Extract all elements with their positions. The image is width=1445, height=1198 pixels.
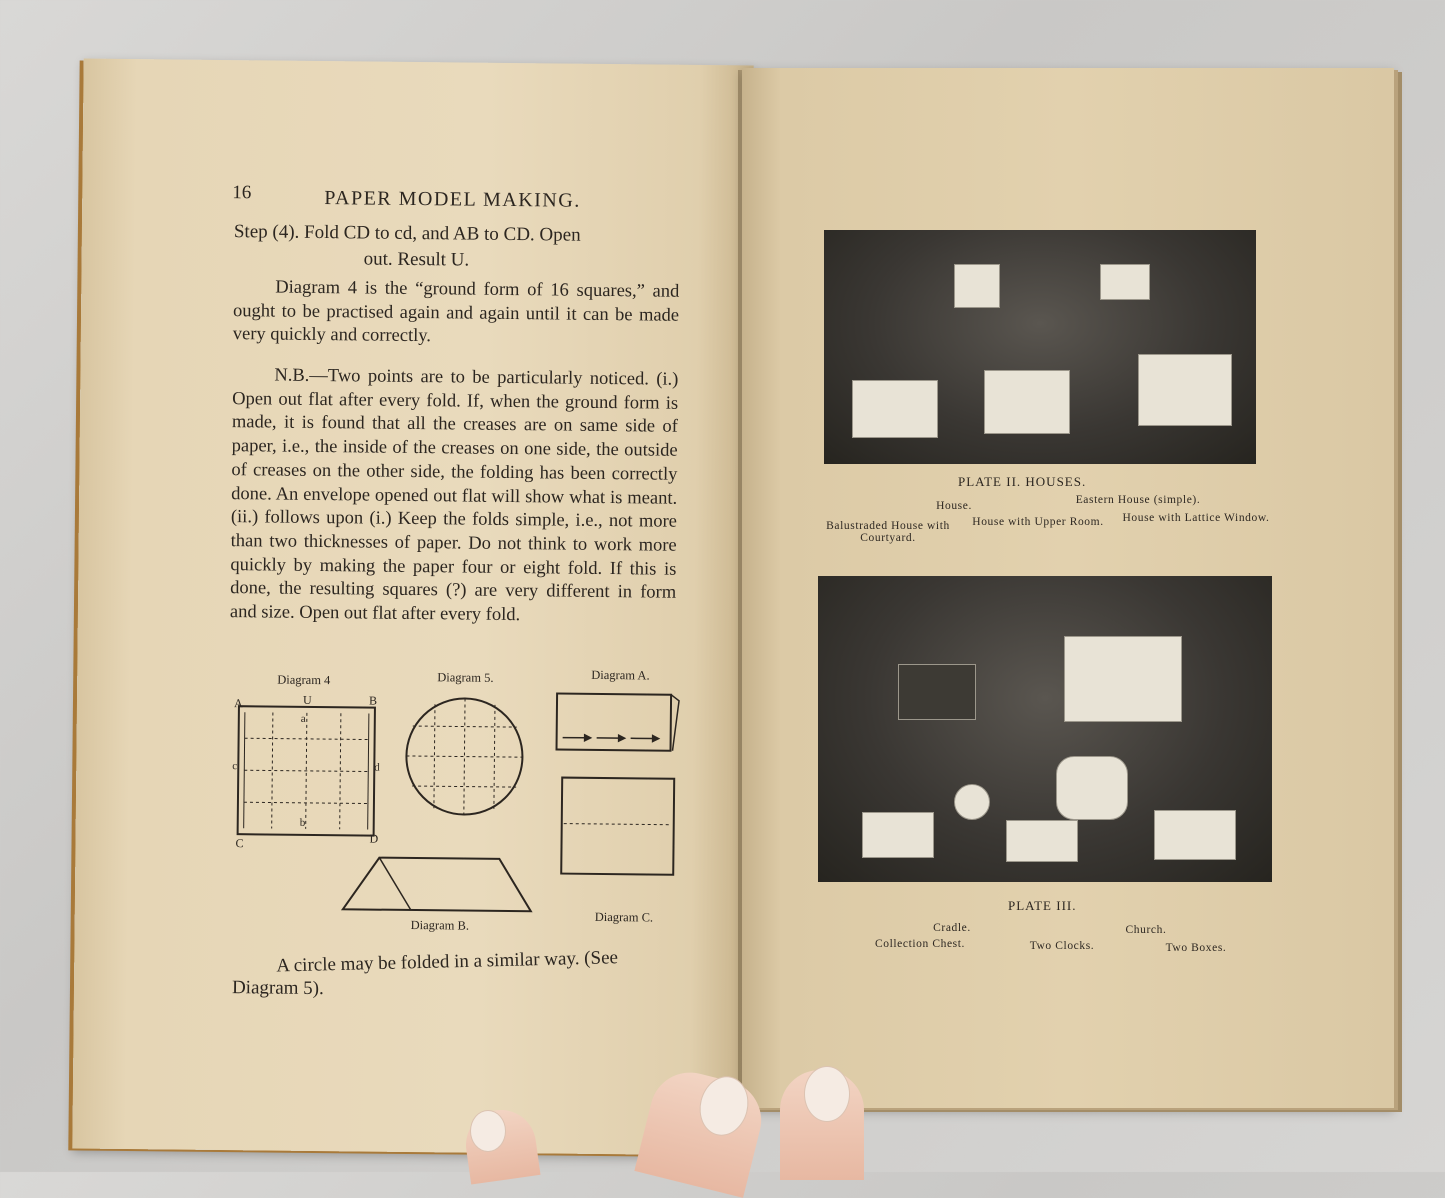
diagram-4-letter-d-upper: D — [369, 832, 378, 847]
diagram-4-letter-a: A — [234, 696, 243, 711]
diagram-5-circle — [402, 694, 527, 819]
running-head: PAPER MODEL MAKING. — [324, 187, 581, 213]
diagram-c-rect — [559, 774, 678, 879]
plate-2-caption-balustraded: Balustraded House with Courtyard. — [824, 520, 952, 544]
plate-2-photo — [824, 230, 1256, 464]
plate-3-caption-cradle: Cradle. — [912, 922, 992, 934]
plate-3-caption-two-boxes: Two Boxes. — [1146, 942, 1246, 954]
clock-round-model — [954, 784, 990, 820]
plate-2-caption-eastern-house: Eastern House (simple). — [1048, 494, 1228, 506]
diagram-4-letter-b: B — [369, 694, 377, 709]
diagram-4-label: Diagram 4 — [277, 673, 330, 689]
plate-3-caption-church: Church. — [1106, 924, 1186, 936]
fingernail-far-left — [470, 1110, 506, 1152]
upper-room-house-model — [984, 370, 1070, 434]
plate-2-caption-house: House. — [914, 500, 994, 512]
balustraded-house-model — [852, 380, 938, 438]
house-model — [954, 264, 1000, 308]
right-page — [742, 68, 1394, 1108]
collection-chest-model — [862, 812, 934, 858]
diagram-4-letter-d-lower: d — [374, 762, 380, 774]
closing-line-1: A circle may be folded in a similar way. (See — [276, 946, 618, 978]
diagram-b-trapezoid — [339, 851, 540, 917]
diagram-4-letter-a-lower: a — [301, 713, 306, 725]
plate-3-photo — [818, 576, 1272, 882]
box-model-1 — [1006, 820, 1078, 862]
church-model — [1064, 636, 1182, 722]
lattice-window-house-model — [1138, 354, 1232, 426]
left-page — [72, 59, 753, 1156]
plate-3-caption-two-clocks: Two Clocks. — [1012, 940, 1112, 952]
fingernail-right — [804, 1066, 850, 1122]
plate-3-caption-collection-chest: Collection Chest. — [850, 938, 990, 950]
diagram-b-label: Diagram B. — [411, 918, 469, 934]
diagram-4-letter-u: U — [303, 693, 312, 708]
diagram-4-letter-c-lower: c — [232, 760, 237, 772]
cradle-model — [898, 664, 976, 720]
plate-2-caption-upper-room: House with Upper Room. — [970, 516, 1106, 528]
diagram-4-grid — [227, 692, 389, 854]
diagram-c-label: Diagram C. — [595, 910, 653, 926]
diagram-4-letter-b-lower: b — [300, 817, 306, 829]
step-line-1: Step (4). Fold CD to cd, and AB to CD. Open — [234, 220, 680, 248]
clock-octagon-model — [1056, 756, 1128, 820]
eastern-house-model — [1100, 264, 1150, 300]
box-model-2 — [1154, 810, 1236, 860]
plate-3-title: PLATE III. — [1008, 898, 1077, 914]
diagram-a-label: Diagram A. — [591, 668, 649, 684]
closing-line-2: Diagram 5). — [232, 976, 324, 1001]
step-line-2: out. Result U. — [364, 247, 470, 272]
plate-2-caption-lattice-window: House with Lattice Window. — [1122, 512, 1270, 524]
paragraph-nb: N.B.—Two points are to be particularly noticed. (i.) Open out flat after every fold. If, when the ground form is made, it is found that all the creases are on same side of paper, i.e., the inside of the creases on one side, the outside of creases on the other side, the folding has been correctly done. An envelope opened out flat will show what is meant. (ii.) follows upon (i.) Keep the folds simple, i.e., not more than two thicknesses of paper. Do not think to work more quickly by making the paper four or eight fold. If this is done, the resulting squares (?) are very different in form and size. Open out flat after every fold. — [230, 364, 679, 629]
paragraph-ground-form: Diagram 4 is the “ground form of 16 squares,” and ought to be practised again and again until it can be made very quickly and correctly. — [233, 276, 680, 352]
diagram-5-label: Diagram 5. — [437, 670, 493, 686]
page-number: 16 — [232, 182, 251, 204]
plate-2-title: PLATE II. HOUSES. — [958, 474, 1086, 490]
diagram-a-fold — [554, 689, 685, 758]
diagram-4-letter-c-upper: C — [235, 836, 243, 851]
